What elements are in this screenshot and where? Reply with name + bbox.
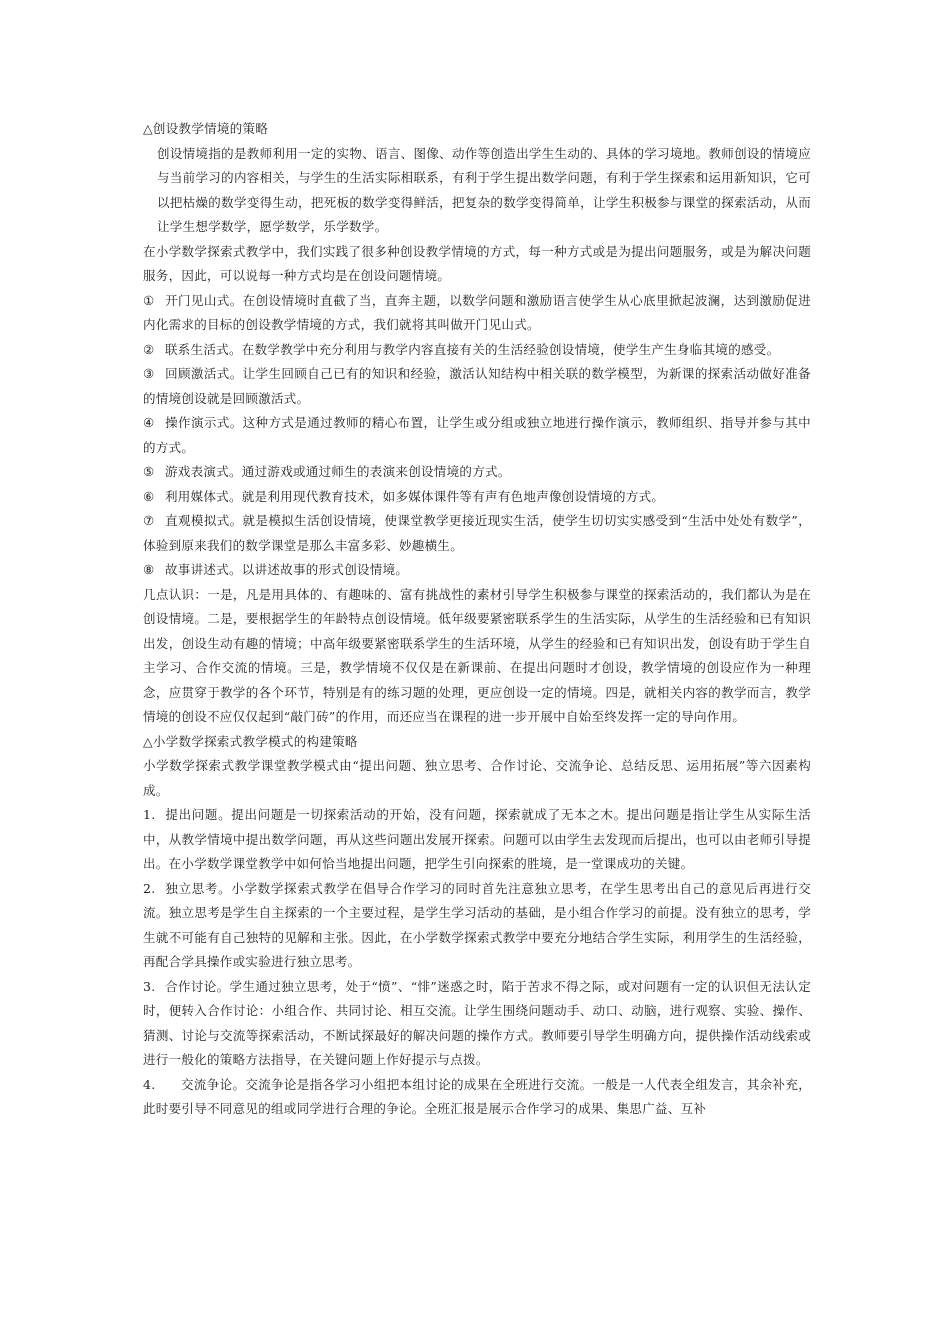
list-item: ② 联系生活式。在数学教学中充分利用与教学内容直接有关的生活经验创设情境，使学生产生身临其境的感受。 <box>143 341 780 357</box>
list-item: ① 开门见山式。在创设情境时直截了当，直奔主题，以数学问题和激励语言使学生从心底里掀起波澜，达到激励促进内化需求的目标的创设教学情境的方式，我们就将其叫做开门见山式。 <box>143 292 811 332</box>
list-item: ⑧ 故事讲述式。以讲述故事的形式创设情境。 <box>143 562 409 577</box>
list-item: ⑥ 利用媒体式。就是利用现代教育技术，如多媒体课件等有声有色地声像创设情境的方式。 <box>143 488 665 504</box>
list-item: 3. 合作讨论。学生通过独立思考，处于“愤”、“悱”迷惑之时，陷于苦求不得之际，或对问题有一定的认识但无法认定时，便转入合作讨论：小组合作、共同讨论、相互交流。让学生围绕问题动手、动口、动脑，进行观察、实验、操作、猜测、讨论与交流等探索活动，不断试探最好的解决问题的操作方式。教师要引导学生明确方向，提供操作活动线索或进行一般化的策略方法指导，在关键问题上作好提示与点拨。 <box>143 978 811 1067</box>
paragraph-4: 小学数学探索式教学课堂教学模式由“提出问题、独立思考、合作讨论、交流争论、总结反思、运用拓展”等六因素构成。 <box>143 758 811 798</box>
list-item: ⑤ 游戏表演式。通过游戏或通过师生的表演来创设情境的方式。 <box>143 464 511 479</box>
document-body <box>143 117 811 1122</box>
list-item: 1. 提出问题。提出问题是一切探索活动的开始，没有问题，探索就成了无本之木。提出问题是指让学生从实际生活中，从教学情境中提出数学问题，再从这些问题出发展开探索。问题可以由学生去发现而后提出，也可以由老师引导提出。在小学数学课堂教学中如何恰当地提出问题，把学生引向探索的胜境，是一堂课成功的关键。 <box>143 807 811 871</box>
list-item: ⑦ 直观模拟式。就是模拟生活创设情境，使课堂教学更接近现实生活，使学生切切实实感受到“生活中处处有数学”，体验到原来我们的数学课堂是那么丰富多彩、妙趣横生。 <box>143 513 811 553</box>
intro-paragraph: 创设情境指的是教师利用一定的实物、语言、图像、动作等创造出学生生动的、具体的学习境地。教师创设的情境应与当前学习的内容相关，与学生的生活实际相联系，有利于学生提出数学问题，有利于学生探索和运用新知识，它可以把枯燥的数学变得生动，把死板的数学变得鲜活，把复杂的数学变得简单，让学生积极参与课堂的探索活动，从而让学生想学数学，愿学数学，乐学数学。 <box>157 145 811 234</box>
intro-block <box>143 142 811 240</box>
steps-list <box>143 803 811 1122</box>
list-item: ③ 回顾激活式。让学生回顾自己已有的知识和经验，激活认知结构中相关联的数学模型，为新课的探索活动做好准备的情境创设就是回顾激活式。 <box>143 366 811 406</box>
paragraph-2: 在小学数学探索式教学中，我们实践了很多种创设教学情境的方式，每一种方式或是为提出问题服务，或是为解决问题服务，因此，可以说每一种方式均是在创设问题情境。 <box>143 243 811 283</box>
paragraph-3: 几点认识：一是，凡是用具体的、有趣味的、富有挑战性的素材引导学生积极参与课堂的探索活动的，我们都认为是在创设情境。二是，要根据学生的年龄特点创设情境。低年级要紧密联系学生的生活实际，从学生的生活经验和已有知识出发，创设生动有趣的情境；中高年级要紧密联系学生的生活环境，从学生的经验和已有知识出发，创设有助于学生自主学习、合作交流的情境。三是，教学情境不仅仅是在新课前、在提出问题时才创设，教学情境的创设应作为一种理念，应贯穿于教学的各个环节，特别是有的练习题的处理，更应创设一定的情境。四是，就相关内容的教学而言，教学情境的创设不应仅仅起到“敲门砖”的作用，而还应当在课程的进一步开展中自始至终发挥一定的导向作用。 <box>143 586 811 724</box>
methods-list <box>143 289 811 583</box>
section-heading-2: △小学数学探索式教学模式的构建策略 <box>143 733 358 749</box>
list-item: ④ 操作演示式。这种方式是通过教师的精心布置，让学生或分组或独立地进行操作演示，教师组织、指导并参与其中的方式。 <box>143 415 811 455</box>
section-heading-1: △创设教学情境的策略 <box>143 121 269 136</box>
list-item: 2. 独立思考。小学数学探索式教学在倡导合作学习的同时首先注意独立思考，在学生思考出自己的意见后再进行交流。独立思考是学生自主探索的一个主要过程，是学生学习活动的基础，是小组合作学习的前提。没有独立的思考，学生就不可能有自己独特的见解和主张。因此，在小学数学探索式教学中要充分地结合学生实际，利用学生的生活经验，再配合学具操作或实验进行独立思考。 <box>143 880 811 969</box>
list-item: 4. 交流争论。交流争论是指各学习小组把本组讨论的成果在全班进行交流。一般是一人代表全组发言，其余补充，此时要引导不同意见的组或同学进行合理的争论。全班汇报是展示合作学习的成果、集思广益、互补 <box>143 1076 811 1116</box>
